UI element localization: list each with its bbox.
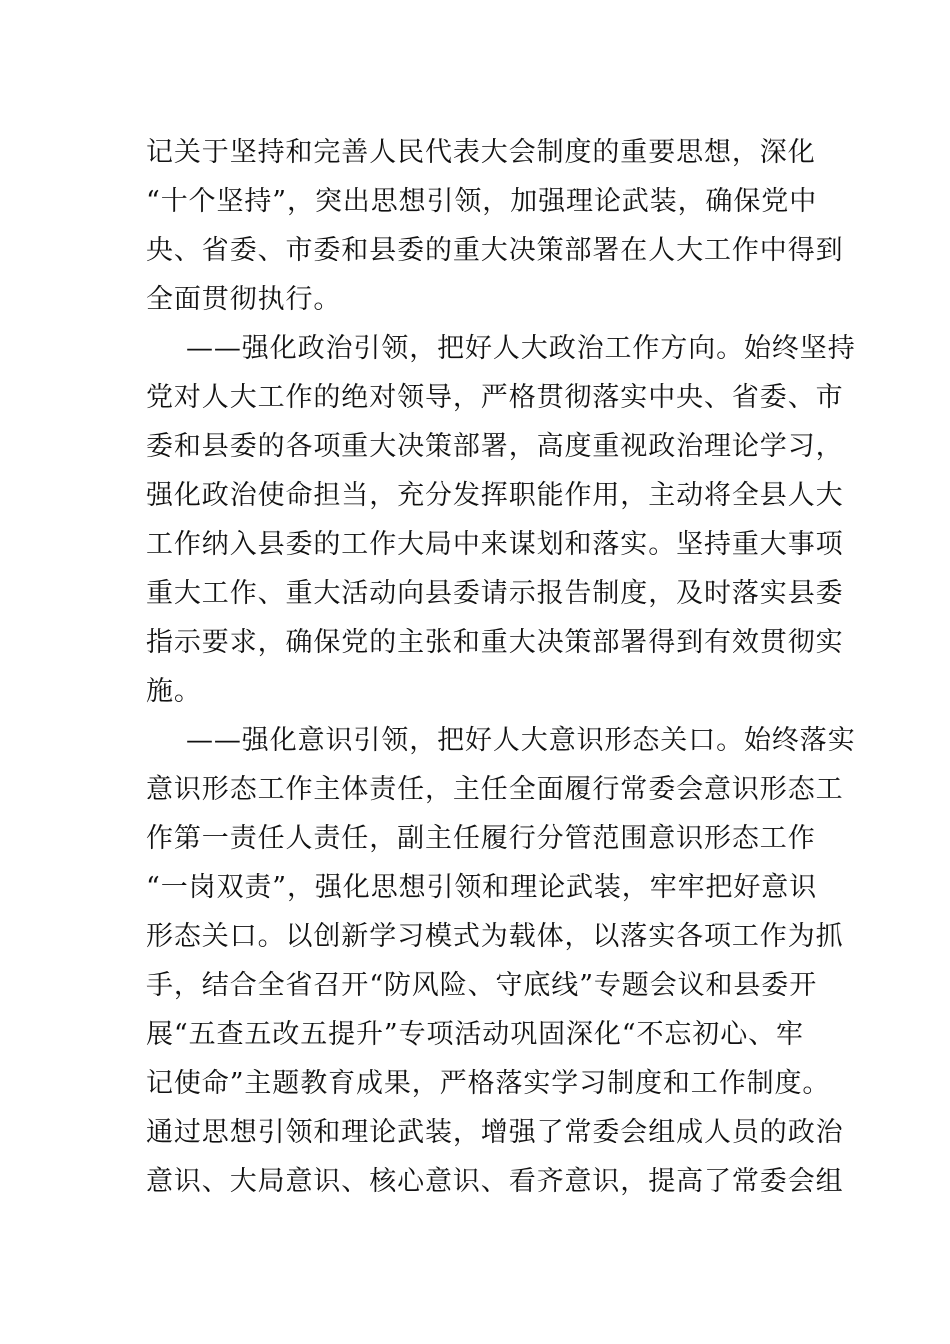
text-line: 央、省委、市委和县委的重大决策部署在人大工作中得到 bbox=[146, 235, 844, 266]
paragraph-heading-political-guidance: ——强化政治引领，把好人大政治工作方向。始终坚持 bbox=[186, 333, 856, 364]
text-line: 意识、大局意识、核心意识、看齐意识，提高了常委会组 bbox=[146, 1166, 844, 1197]
text-line: 展“五查五改五提升”专项活动巩固深化“不忘初心、牢 bbox=[146, 1019, 804, 1050]
text-line: 记关于坚持和完善人民代表大会制度的重要思想，深化 bbox=[146, 137, 816, 168]
text-line: 形态关口。以创新学习模式为载体，以落实各项工作为抓 bbox=[146, 921, 844, 952]
text-line: 意识形态工作主体责任，主任全面履行常委会意识形态工 bbox=[146, 774, 844, 805]
text-line: 通过思想引领和理论武装，增强了常委会组成人员的政治 bbox=[146, 1117, 844, 1148]
text-line: “一岗双责”，强化思想引领和理论武装，牢牢把好意识 bbox=[146, 872, 818, 903]
text-line: 作第一责任人责任，副主任履行分管范围意识形态工作 bbox=[146, 823, 816, 854]
text-line: 党对人大工作的绝对领导，严格贯彻落实中央、省委、市 bbox=[146, 382, 844, 413]
text-line: 手，结合全省召开“防风险、守底线”专题会议和县委开 bbox=[146, 970, 818, 1001]
text-line: 强化政治使命担当，充分发挥职能作用，主动将全县人大 bbox=[146, 480, 844, 511]
text-line: 全面贯彻执行。 bbox=[146, 284, 342, 315]
document-body bbox=[146, 128, 856, 1206]
text-line: “十个坚持”，突出思想引领，加强理论武装，确保党中 bbox=[146, 186, 818, 217]
text-line: 施。 bbox=[146, 676, 202, 707]
text-line: 委和县委的各项重大决策部署，高度重视政治理论学习， bbox=[146, 431, 844, 462]
text-line: 记使命”主题教育成果，严格落实学习制度和工作制度。 bbox=[146, 1068, 831, 1099]
text-line: 工作纳入县委的工作大局中来谋划和落实。坚持重大事项 bbox=[146, 529, 844, 560]
text-line: 重大工作、重大活动向县委请示报告制度，及时落实县委 bbox=[146, 578, 844, 609]
paragraph-heading-ideology-guidance: ——强化意识引领，把好人大意识形态关口。始终落实 bbox=[186, 725, 856, 756]
text-line: 指示要求，确保党的主张和重大决策部署得到有效贯彻实 bbox=[146, 627, 844, 658]
